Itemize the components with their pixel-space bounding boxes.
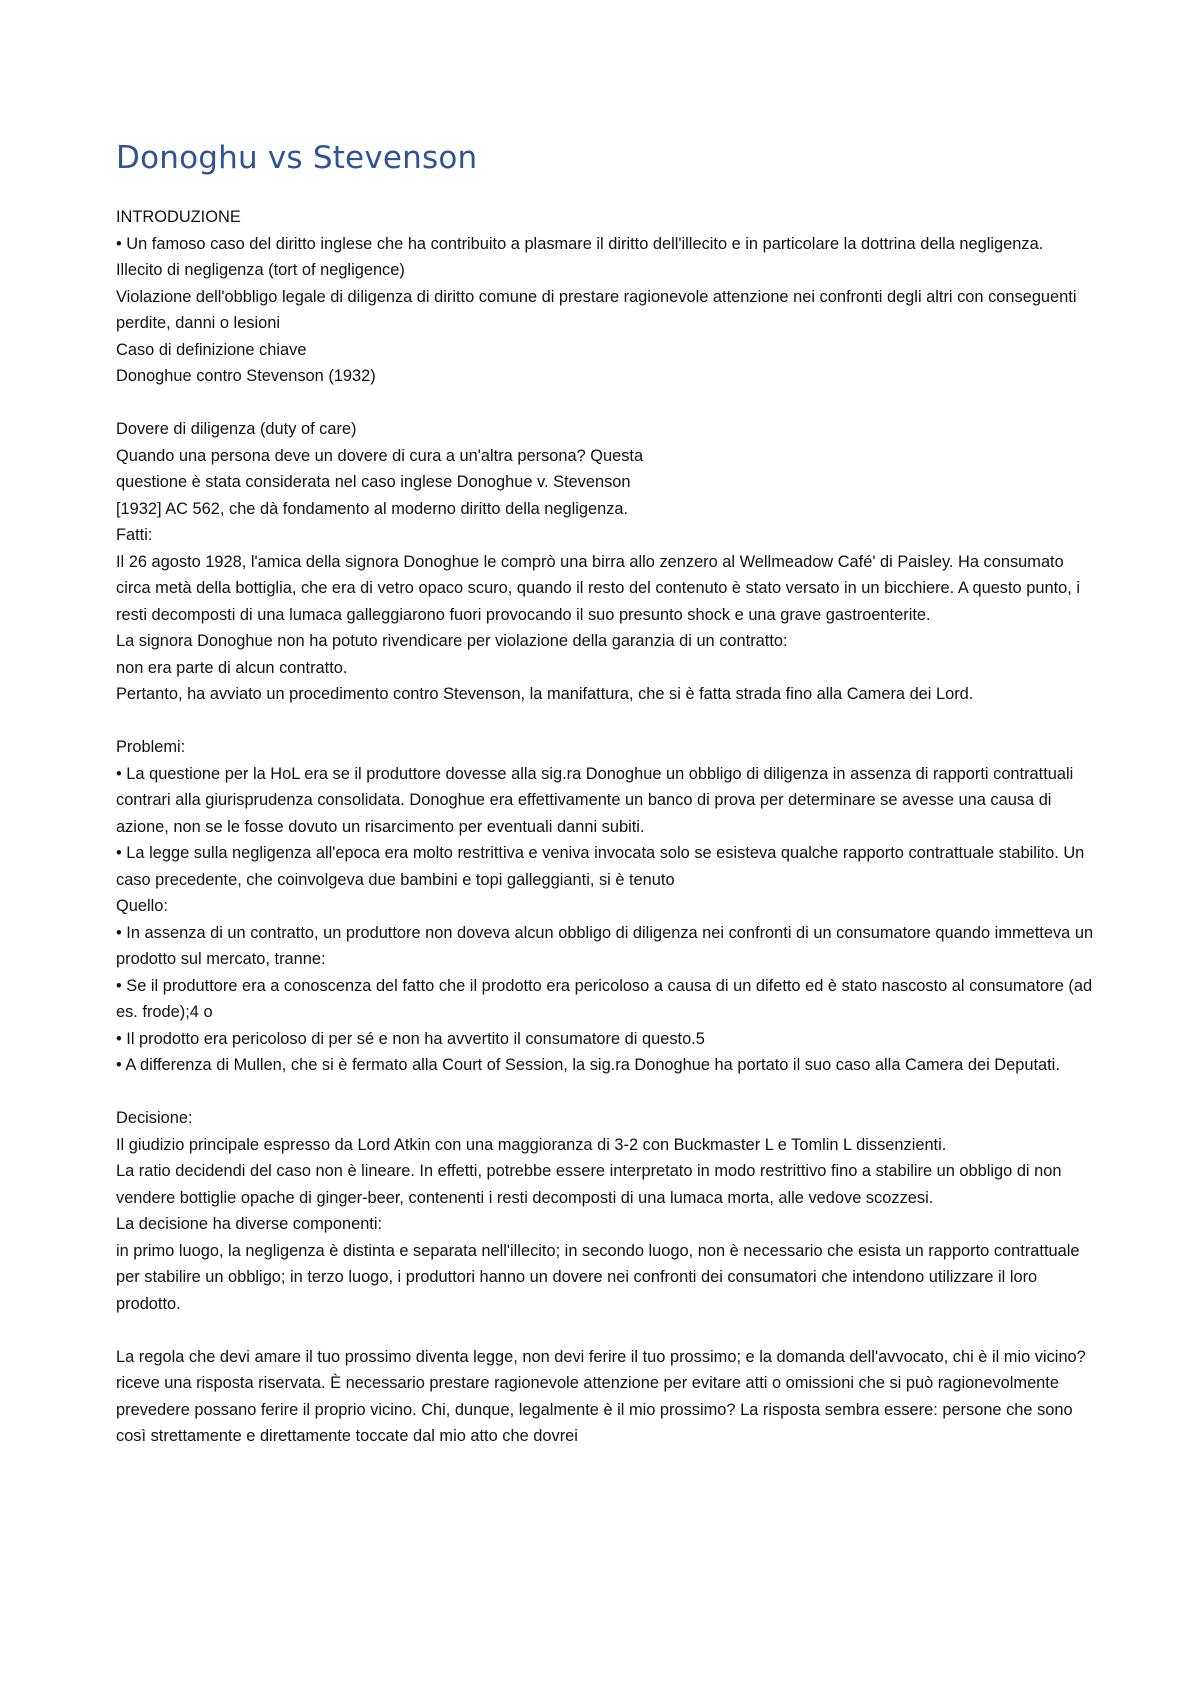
blank-line [116, 390, 1094, 417]
text-line: in primo luogo, la negligenza è distinta e separata nell'illecito; in secondo luogo, non è necessario che esista un rapporto contrattuale per stabilire un obbligo; in terzo luogo, i produttori hanno un dovere nei confronti dei consumatori che intendono utilizzare il loro prodotto. [116, 1241, 1080, 1313]
text-line: Decisione: [116, 1109, 193, 1127]
document-body [116, 140, 1094, 1450]
text-line: • Un famoso caso del diritto inglese che ha contribuito a plasmare il diritto dell'illecito e in particolare la dottrina della negligenza. [116, 234, 1044, 253]
text-line: Pertanto, ha avviato un procedimento contro Stevenson, la manifattura, che si è fatta strada fino alla Camera dei Lord. [116, 685, 974, 703]
text-line: Quando una persona deve un dovere di cura a un'altra persona? Questa [116, 446, 644, 465]
text-line: Problemi: [116, 738, 186, 756]
text-line: Caso di definizione chiave [116, 340, 307, 359]
document-text [116, 204, 1094, 1450]
text-line: Il giudizio principale espresso da Lord Atkin con una maggioranza di 3-2 con Buckmaster L e Tomlin L dissenzienti. [116, 1135, 947, 1154]
blank-line [116, 1317, 1094, 1344]
text-line: • Il prodotto era pericoloso di per sé e non ha avvertito il consumatore di questo.5 [116, 1029, 705, 1048]
text-line: La signora Donoghue non ha potuto rivendicare per violazione della garanzia di un contratto: [116, 632, 788, 650]
text-line: • Se il produttore era a conoscenza del fatto che il prodotto era pericoloso a causa di un difetto ed è stato nascosto al consumatore (ad es. frode);4 o [116, 976, 1093, 1021]
text-line: La regola che devi amare il tuo prossimo diventa legge, non devi ferire il tuo prossimo; e la domanda dell'avvocato, chi è il mio vicino? riceve una risposta riservata. È necessario prestare ragionevole attenzione per evitare atti o omissioni che si può ragionevolmente prevedere possano ferire il proprio vicino. Chi, dunque, legalmente è il mio prossimo? La risposta sembra essere: persone che sono così strettamente e direttamente toccate dal mio atto che dovrei [116, 1347, 1086, 1445]
text-line: La ratio decidendi del caso non è lineare. In effetti, potrebbe essere interpretato in modo restrittivo fino a stabilire un obbligo di non vendere bottiglie opache di ginger-beer, contenenti i resti decomposti di una lumaca morta, alle vedove scozzesi. [116, 1162, 1062, 1207]
text-line: Violazione dell'obbligo legale di diligenza di diritto comune di prestare ragionevole attenzione nei confronti degli altri con conseguenti perdite, danni o lesioni [116, 287, 1077, 332]
text-line: • A differenza di Mullen, che si è fermato alla Court of Session, la sig.ra Donoghue ha portato il suo caso alla Camera dei Deputati. [116, 1056, 1060, 1074]
text-line: non era parte di alcun contratto. [116, 658, 348, 677]
text-line: [1932] AC 562, che dà fondamento al moderno diritto della negligenza. [116, 499, 629, 518]
blank-line [116, 708, 1094, 735]
document-title: Donoghu vs Stevenson [116, 140, 478, 176]
text-line: La decisione ha diverse componenti: [116, 1215, 383, 1233]
text-line: Il 26 agosto 1928, l'amica della signora Donoghue le comprò una birra allo zenzero al Wellmeadow Café' di Paisley. Ha consumato circa metà della bottiglia, che era di vetro opaco scuro, quando il resto del contenuto è stato versato in un bicchiere. A questo punto, i resti decomposti di una lumaca galleggiarono fuori provocando il suo presunto shock e una grave gastroenterite. [116, 552, 1080, 624]
text-line: Quello: [116, 897, 168, 915]
text-line: • In assenza di un contratto, un produttore non doveva alcun obbligo di diligenza nei confronti di un consumatore quando immetteva un prodotto sul mercato, tranne: [116, 923, 1094, 968]
text-line: Illecito di negligenza (tort of negligence) [116, 261, 405, 279]
text-line: INTRODUZIONE [116, 208, 241, 226]
text-line: • La legge sulla negligenza all'epoca era molto restrittiva e veniva invocata solo se esisteva qualche rapporto contrattuale stabilito. Un caso precedente, che coinvolgeva due bambini e topi galleggianti, si è tenuto [116, 844, 1085, 889]
text-line: Fatti: [116, 526, 153, 544]
blank-line [116, 1079, 1094, 1106]
text-line: Donoghue contro Stevenson (1932) [116, 367, 376, 385]
text-line: questione è stata considerata nel caso inglese Donoghue v. Stevenson [116, 473, 631, 491]
text-line: • La questione per la HoL era se il produttore dovesse alla sig.ra Donoghue un obbligo di diligenza in assenza di rapporti contrattuali contrari alla giurisprudenza consolidata. Donoghue era effettivamente un banco di prova per determinare se avesse una causa di azione, non se le fosse dovuto un risarcimento per eventuali danni subiti. [116, 764, 1074, 836]
text-line: Dovere di diligenza (duty of care) [116, 420, 357, 438]
